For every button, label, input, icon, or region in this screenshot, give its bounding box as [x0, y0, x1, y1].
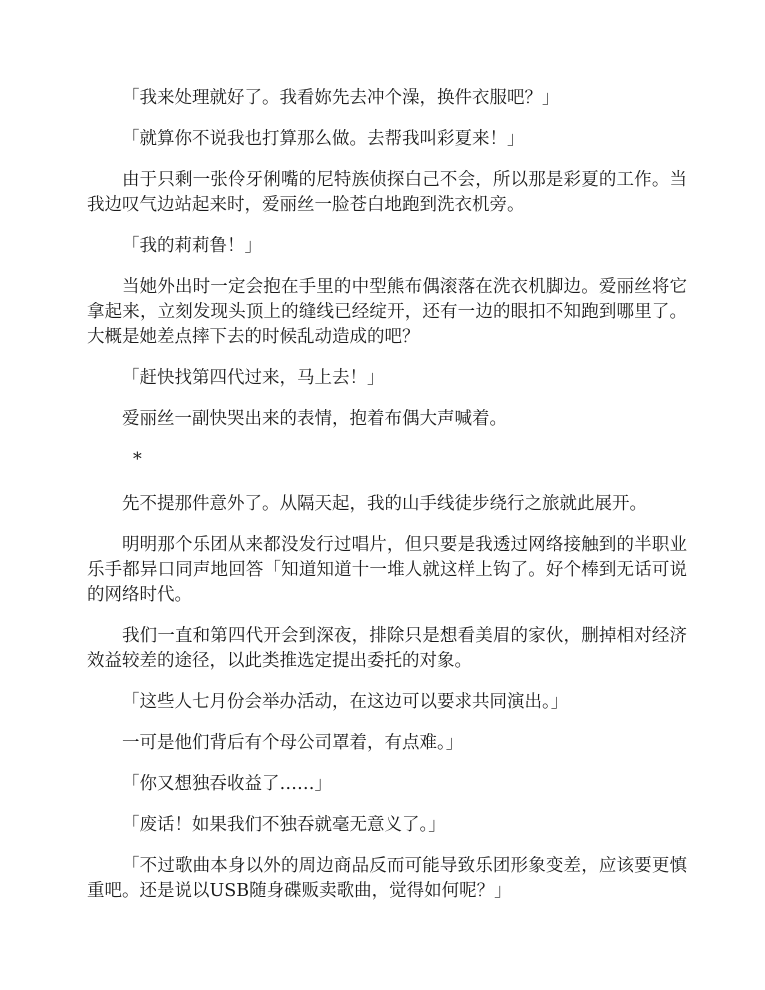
narrative-paragraph: 先不提那件意外了。从隔天起，我的山手线徒步绕行之旅就此展开。	[122, 494, 647, 514]
dialogue-paragraph: 「就算你不说我也打算那么做。去帮我叫彩夏来！」	[122, 129, 525, 149]
narrative-paragraph: 我们一直和第四代开会到深夜，排除只是想看美眉的家伙，删掉相对经济效益较差的途径，以此类推选定提出委托的对象。	[87, 626, 687, 671]
dialogue-paragraph: 「赶快找第四代过来，马上去！」	[122, 368, 385, 388]
narrative-paragraph: 爱丽丝一副快哭出来的表情，抱着布偶大声喊着。	[122, 409, 507, 429]
dialogue-paragraph: 「我的莉莉鲁！」	[122, 236, 262, 256]
narrative-paragraph: 由于只剩一张伶牙俐嘴的尼特族侦探白己不会，所以那是彩夏的工作。当我边叹气边站起来时，爱丽丝一脸苍白地跑到洗衣机旁。	[87, 170, 687, 215]
dialogue-paragraph: 一可是他们背后有个母公司罩着，有点难。」	[122, 733, 464, 753]
dialogue-paragraph: 「废话！如果我们不独吞就毫无意义了。」	[122, 815, 446, 835]
dialogue-paragraph: 「你又想独吞收益了……」	[122, 774, 332, 794]
narrative-paragraph: 明明那个乐团从来都没发行过唱片，但只要是我透过网络接触到的半职业乐手都异口同声地回答「知道知道十一堆人就这样上钩了。好个棒到无话可说的网络时代。	[87, 535, 687, 605]
scene-break: *	[133, 450, 142, 470]
dialogue-paragraph: 「这些人七月份会举办活动，在这边可以要求共同演出。」	[122, 692, 569, 712]
novel-page	[87, 86, 687, 920]
dialogue-paragraph: 「我来处理就好了。我看妳先去冲个澡，换件衣服吧？」	[122, 88, 560, 108]
dialogue-paragraph: 「不过歌曲本身以外的周边商品反而可能导致乐团形象变差，应该要更慎重吧。还是说以USB随身碟贩卖歌曲，觉得如何呢？」	[87, 856, 687, 901]
narrative-paragraph: 当她外出时一定会抱在手里的中型熊布偶滚落在洗衣机脚边。爱丽丝将它拿起来，立刻发现头顶上的缝线已经绽开，还有一边的眼扣不知跑到哪里了。大概是她差点摔下去的时候乱动造成的吧？	[87, 277, 687, 347]
